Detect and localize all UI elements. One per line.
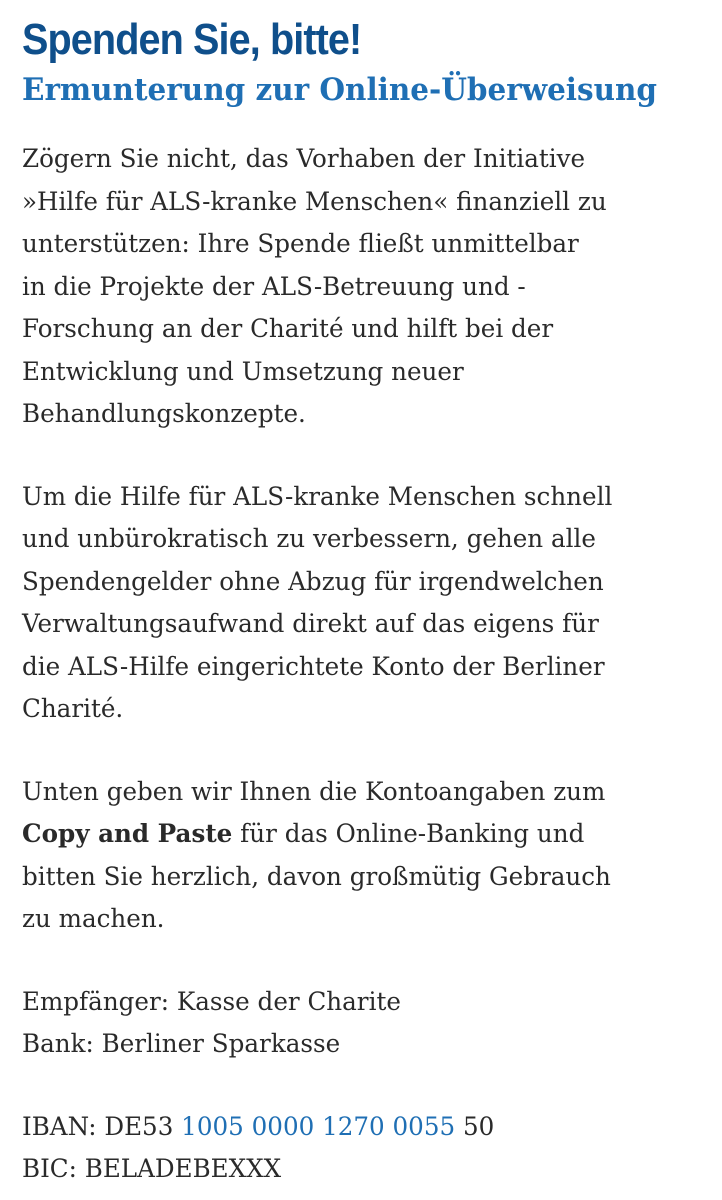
bank-line: Bank: Berliner Sparkasse: [22, 1029, 341, 1059]
recipient-line: Empfänger: Kasse der Charite: [22, 986, 401, 1017]
iban-line: [22, 1106, 688, 1149]
iban-suffix: 50: [455, 1111, 495, 1142]
iban-block: [22, 1106, 712, 1191]
text-line: Zögern Sie nicht, das Vorhaben der Initiative: [22, 144, 586, 174]
text-line: Behandlungskonzepte.: [22, 399, 306, 429]
text-line: die ALS-Hilfe eingerichtete Konto der Berliner: [22, 651, 605, 682]
paragraph-copy-paste: [22, 771, 712, 941]
text-line: Entwicklung und Umsetzung neuer: [22, 356, 464, 387]
text-fragment: für das Online-Banking und: [232, 819, 585, 849]
text-line: in die Projekte der ALS-Betreuung und -: [22, 271, 526, 302]
text-line: Verwaltungsaufwand direkt auf das eigens für: [22, 609, 599, 639]
iban-phone-link[interactable]: 1005 0000 1270 0055: [181, 1111, 456, 1142]
text-line: Unten geben wir Ihnen die Kontoangaben zum: [22, 776, 606, 807]
text-line: und unbürokratisch zu verbessern, gehen alle: [22, 524, 596, 554]
text-line: Spendengelder ohne Abzug für irgendwelchen: [22, 566, 604, 597]
donation-article: [22, 0, 712, 1191]
paragraph-no-deduction: [22, 476, 712, 731]
text-line: zu machen.: [22, 904, 165, 934]
page-subtitle: Ermunterung zur Online-Überweisung: [22, 72, 658, 108]
text-line: bitten Sie herzlich, davon großmütig Gebrauch: [22, 861, 611, 892]
page-title: Spenden Sie, bitte!: [22, 15, 362, 64]
text-line: »Hilfe für ALS-kranke Menschen« finanziell zu: [22, 186, 607, 217]
text-line: Forschung an der Charité und hilft bei der: [22, 314, 554, 344]
text-line: Charité.: [22, 694, 124, 724]
text-line: unterstützen: Ihre Spende fließt unmittelbar: [22, 229, 579, 259]
account-details: [22, 981, 712, 1066]
iban-label: IBAN: DE53: [22, 1111, 182, 1142]
text-line: [22, 813, 688, 856]
bic-line: BIC: BELADEBEXXX: [22, 1154, 282, 1184]
text-line: Um die Hilfe für ALS-kranke Menschen schnell: [22, 481, 613, 512]
paragraph-intro: [22, 138, 712, 436]
copy-and-paste-emphasis: Copy and Paste: [22, 819, 233, 849]
